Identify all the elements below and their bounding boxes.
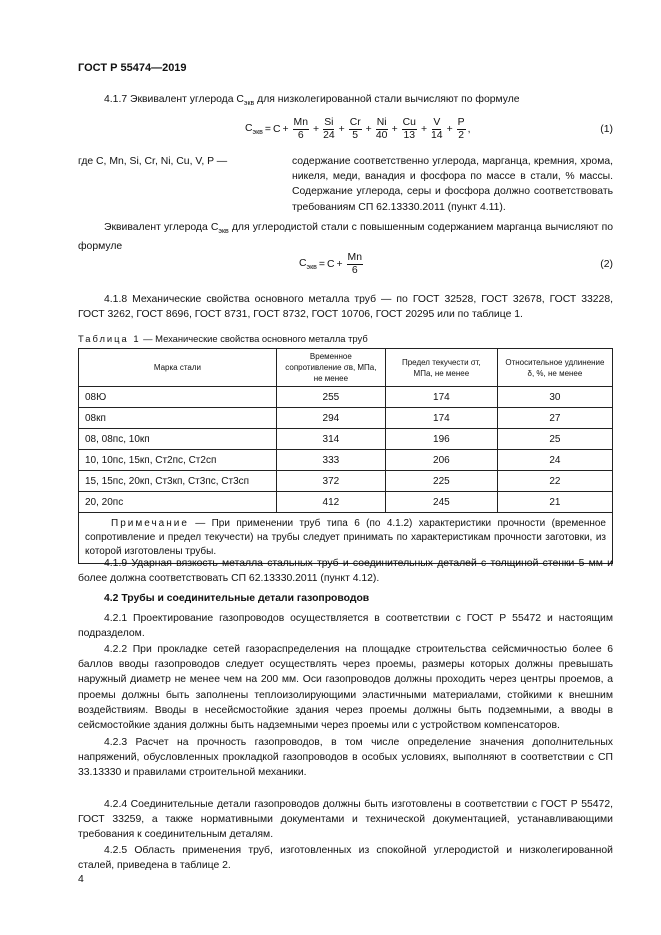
fraction: $\frac{Si}{24}$ (323, 117, 335, 141)
fraction: $\frac{P}{2}$ (457, 117, 465, 141)
table-cell: 372 (276, 471, 385, 492)
fraction: $\frac{Cu}{13}$ (402, 117, 416, 141)
paragraph-4-1-9: 4.1.9 Ударная вязкость металла стальных труб и соединительных деталей с толщиной стенки 5 мм и более должна соответствовать СП 62.13330.2011 (пункт 4.12). (78, 558, 613, 585)
formula-1 (245, 117, 470, 142)
fraction: $\frac{Mn}{6}$ (347, 252, 362, 276)
table-cell: 25 (497, 429, 612, 450)
section-heading-4-2: 4.2 Трубы и соединительные детали газопроводов (104, 593, 370, 604)
table-row (79, 408, 613, 429)
table-cell: 196 (385, 429, 497, 450)
table-cell: 21 (497, 492, 612, 513)
table-cell: 27 (497, 408, 612, 429)
table-cell: 30 (497, 387, 612, 408)
table-row (79, 387, 613, 408)
table-cell: 206 (385, 450, 497, 471)
table-cell: 314 (276, 429, 385, 450)
table-cell: 10, 10пс, 15кп, Ст2пс, Ст2сп (79, 450, 277, 471)
table-cell: 225 (385, 471, 497, 492)
plus-sign: + (365, 124, 372, 135)
equation-number-1: (1) (600, 124, 613, 135)
table-cell: 15, 15пс, 20кп, Ст3кп, Ст3пс, Ст3сп (79, 471, 277, 492)
table-cell: 08Ю (79, 387, 277, 408)
paragraph-4-2-3: 4.2.3 Расчет на прочность газопроводов, в том числе определение значения дополнительных напряжений, обусловленных прокладкой газопроводов в особых условиях, выполняют в соответствии с СП 33.13330 и правилами строительной механики. (78, 737, 613, 779)
fraction: $\frac{Ni}{40}$ (375, 117, 388, 141)
fraction: $\frac{V}{14}$ (431, 117, 443, 141)
paragraph-4-1-8: 4.1.8 Механические свойства основного металла труб — по ГОСТ 32528, ГОСТ 32678, ГОСТ 33228, ГОСТ 3262, ГОСТ 8696, ГОСТ 8731, ГОСТ 8732, ГОСТ 10706, ГОСТ 20295 или по таблице 1. (78, 294, 613, 321)
equals: = (264, 124, 271, 135)
plus-sign: + (446, 124, 453, 135)
column-header: Марка стали (79, 349, 277, 387)
table-cell: 24 (497, 450, 612, 471)
table-caption: Таблица 1 — Механические свойства основного металла труб (78, 333, 368, 344)
column-header: Предел текучести σт, МПа, не менее (385, 349, 497, 387)
text: для низколегированной стали вычисляют по формуле (254, 94, 520, 105)
table-cell: 174 (385, 387, 497, 408)
plus-sign: + (282, 124, 289, 135)
where-text: содержание соответственно углерода, марганца, кремния, хрома, никеля, меди, ванадия и фосфора по массе в стали, % массы. Содержание углерода, серы и фосфора должно соответствовать требованиям СП 62.13330.2011 (пункт 4.11). (292, 156, 613, 213)
table-cell: 08, 08пс, 10кп (79, 429, 277, 450)
paragraph-4-2-4: 4.2.4 Соединительные детали газопроводов должны быть изготовлены в соответствии с ГОСТ Р 55472, ГОСТ 33259, а также нормативными документами и технической документацией, устанавливающими требования к соединительным деталям. (78, 799, 613, 841)
fraction: $\frac{Cr}{5}$ (349, 117, 361, 141)
table-row (79, 429, 613, 450)
table-cell: 22 (497, 471, 612, 492)
table-cell: 255 (276, 387, 385, 408)
table-note: Примечание — При применении труб типа 6 (по 4.1.2) характеристики прочности (временное сопротивление и предел текучести) на трубы следует принимать по характеристикам прочности заготовки, из которой изготовлены трубы. (79, 513, 613, 564)
plus-sign: + (420, 124, 428, 135)
fraction: $\frac{Mn}{6}$ (293, 117, 308, 141)
table-cell: 20, 20пс (79, 492, 277, 513)
formula-c: C (272, 124, 281, 135)
table-cell: 245 (385, 492, 497, 513)
paragraph-4-2-1: 4.2.1 Проектирование газопроводов осуществляется в соответствии с ГОСТ Р 55472 и настоящим подразделом. (78, 613, 613, 640)
formula-end: , (467, 124, 471, 135)
table-row (79, 492, 613, 513)
column-header: Относительное удлинение δ, %, не менее (497, 349, 612, 387)
text: 4.1.7 Эквивалент углерода C (104, 94, 244, 105)
table-cell: 174 (385, 408, 497, 429)
table-cell: 333 (276, 450, 385, 471)
table-cell: 294 (276, 408, 385, 429)
formula-lhs: $C_{экв}$ (245, 122, 263, 137)
paragraph-4-2-5: 4.2.5 Область применения труб, изготовленных из спокойной углеродистой и низколегированной сталей, приведена в таблице 2. (78, 845, 613, 872)
plus-sign: + (338, 124, 345, 135)
formula-2: $C_{экв}$ = C + $\frac{Mn}{6}$ (299, 252, 362, 276)
table-cell: 412 (276, 492, 385, 513)
column-header: Временное сопротивление σв, МПа, не менее (276, 349, 385, 387)
page-number: 4 (78, 874, 84, 885)
plus-sign: + (391, 124, 398, 135)
where-label: где C, Mn, Si, Cr, Ni, Cu, V, P — (78, 156, 228, 167)
plus-sign: + (312, 124, 320, 135)
paragraph-4-1-7 (78, 92, 613, 111)
table-cell: 08кп (79, 408, 277, 429)
document-header: ГОСТ Р 55474—2019 (78, 62, 187, 74)
subscript: экв (243, 100, 255, 108)
paragraph-4-2-2: 4.2.2 При прокладке сетей газораспределения на площадке строительства сейсмичностью более 6 баллов вводы газопроводов следует осуществлять через проемы, размеры которых должны превышать наружный диаметр не менее чем на 200 мм. Оси газопроводов должны проходить через центры проемов, а проемы должны быть заполнены теплоизолирующими эластичными материалами, стойкими к внешним воздействиям. Вводы в несейсмостойкие здания через проемы должны быть подземными, а вводы в сейсмостойкие здания должны быть надземными через проемы или с устройством компенсаторов. (78, 644, 613, 732)
table-row (79, 450, 613, 471)
table-mechanical-properties (78, 348, 613, 564)
paragraph-eq2-intro: Эквивалент углерода $C_{экв}$ для углеродистой стали с повышенным содержанием марганца вычисляют по формуле (78, 222, 614, 253)
equation-number-2: (2) (600, 259, 613, 270)
table-row (79, 471, 613, 492)
